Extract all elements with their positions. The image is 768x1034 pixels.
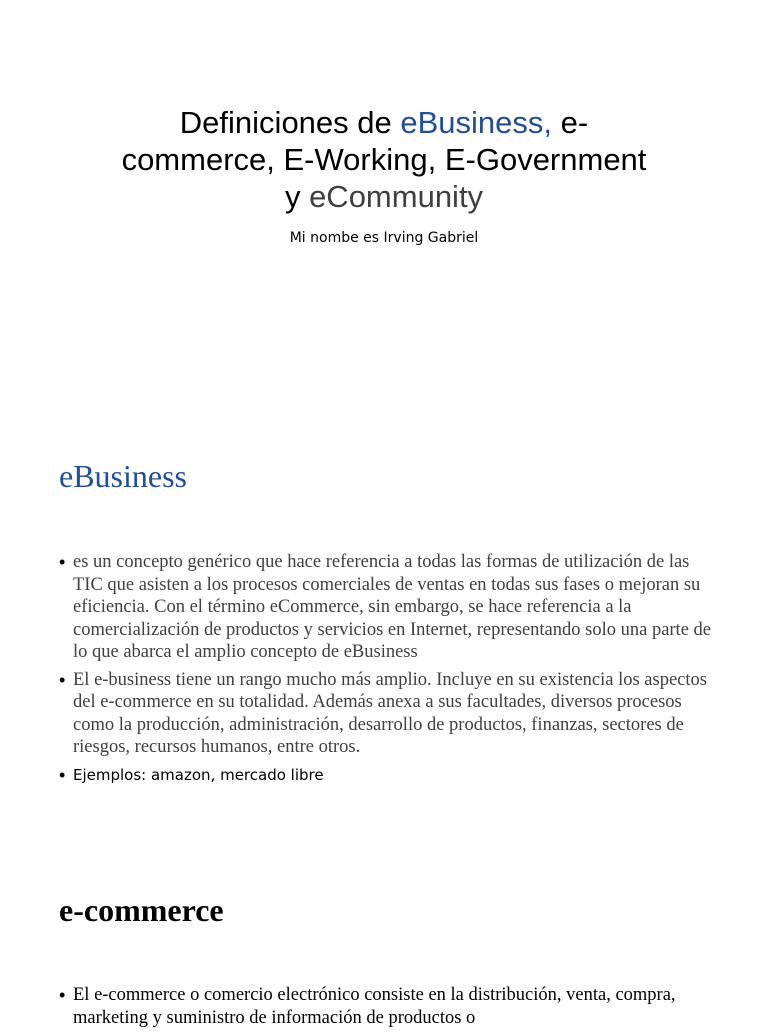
ecommerce-bullet-1 bbox=[59, 984, 719, 1029]
ebusiness-bullet-3 bbox=[59, 764, 719, 787]
title-ebusiness-word: eBusiness, bbox=[400, 105, 553, 140]
ebusiness-bullet-3-text: Ejemplos: amazon, mercado libre bbox=[73, 765, 324, 784]
title-ecommunity-word: eCommunity bbox=[309, 179, 484, 214]
title-slide bbox=[0, 0, 768, 400]
ebusiness-bullet-1 bbox=[59, 551, 719, 664]
presentation-subtitle: Mi nombe es Irving Gabriel bbox=[289, 230, 479, 246]
title-text-part2: e-commerce, E-Working, E-Government y bbox=[121, 105, 647, 214]
ebusiness-bullet-list bbox=[59, 551, 719, 791]
ecommerce-bullet-list bbox=[59, 984, 719, 1034]
ecommerce-heading: e-commerce bbox=[59, 892, 224, 928]
presentation-title bbox=[120, 104, 648, 215]
ecommerce-slide bbox=[0, 860, 768, 1028]
ecommerce-bullet-1-text: El e-commerce o comercio electrónico consiste en la distribución, venta, compra, marketing y suministro de información de productos o bbox=[73, 985, 676, 1028]
ebusiness-heading: eBusiness bbox=[59, 458, 187, 494]
ebusiness-bullet-2-text: El e-business tiene un rango mucho más amplio. Incluye en su existencia los aspectos del e-commerce en su totalidad. Además anexa a sus facultades, diversos procesos como la producción, administración, desarrollo de productos, finanzas, sectores de riesgos, recursos humanos, entre otros. bbox=[73, 669, 707, 757]
bullet-icon: • bbox=[59, 764, 66, 785]
bullet-icon: • bbox=[59, 669, 66, 690]
ebusiness-bullet-1-text: es un concepto genérico que hace referencia a todas las formas de utilización de las TIC que asisten a los procesos comerciales de ventas en todas sus fases o mejoran su eficiencia. Con el término eCommerce, sin embargo, se hace referencia a la comercialización de productos y servicios en Internet, representando solo una parte de lo que abarca el amplio concepto de eBusiness bbox=[73, 552, 711, 662]
bullet-icon: • bbox=[59, 552, 66, 572]
bullet-icon: • bbox=[59, 985, 66, 1005]
title-text-part1: Definiciones de bbox=[179, 105, 401, 140]
ebusiness-bullet-2 bbox=[59, 669, 719, 759]
ebusiness-slide bbox=[0, 420, 768, 830]
